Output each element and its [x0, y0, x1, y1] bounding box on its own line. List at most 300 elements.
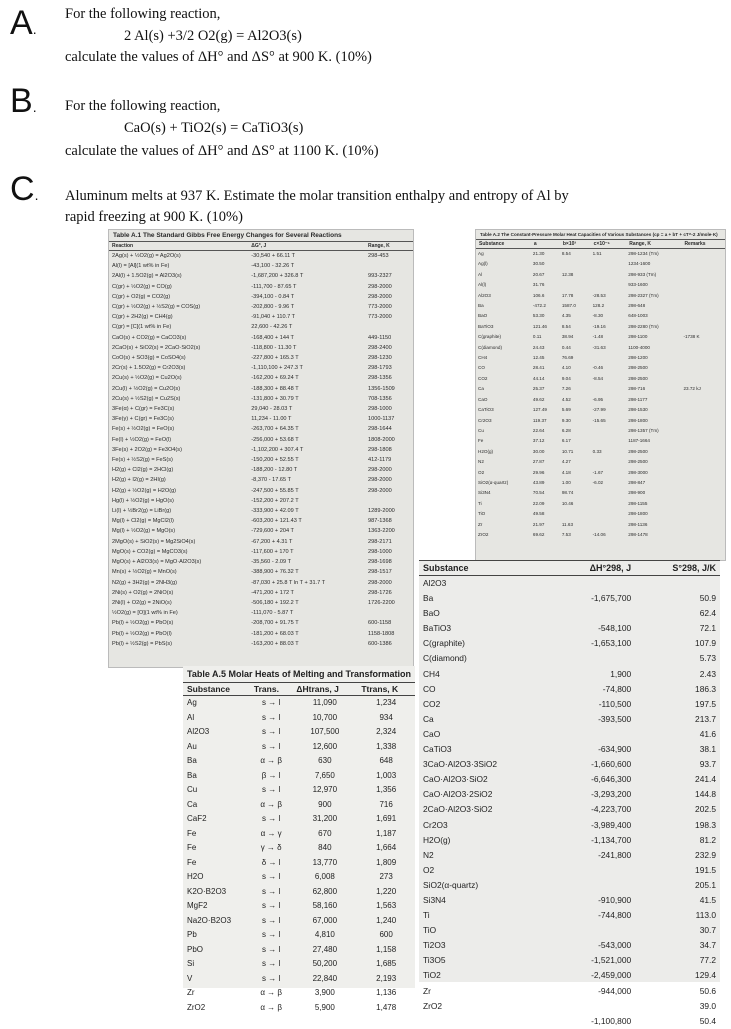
table-enthalpy-entropy-row-cell: 129.4 [695, 970, 716, 981]
table-a2-row-cell: 27.87 [532, 459, 545, 465]
table-a1-row [109, 547, 413, 557]
table-a5-row-cell: Pb [187, 930, 197, 939]
table-enthalpy-entropy-row-cell: 41.5 [699, 894, 716, 905]
table-a2-row-cell: 8.54 [561, 323, 571, 329]
table-a1-row-cell: -8,370 - 17.65 T [251, 477, 291, 484]
table-a5-row-cell: Ba [187, 770, 197, 780]
table-enthalpy-entropy-row-cell: 3CaO·Al2O3·3SiO2 [423, 759, 498, 770]
table-a5-row-cell: Ca [187, 799, 198, 809]
table-a2-row-cell [681, 499, 725, 509]
table-a5-row-cell: 27,480 [312, 944, 338, 954]
table-enthalpy-entropy-row-cell: Si3N4 [423, 894, 446, 905]
table-enthalpy-entropy-row-cell: 2CaO·Al2O3·SiO2 [423, 804, 493, 815]
table-a5-row-cell: Al [187, 712, 195, 722]
table-a2-row-cell: 298-900 [628, 490, 646, 496]
table-a2-caption: Table A.2 The Constant-Pressure Molar Heat Capacities of Various Substances (cp = a + bT + cT^-2 J/mole·K) [480, 232, 718, 237]
table-a5-row-cell: 6,008 [314, 872, 335, 881]
table-enthalpy-entropy-row-cell: H2O(g) [423, 834, 451, 845]
table-a1-row-cell: -247,500 + 55.85 T [251, 487, 299, 494]
table-a5-row-cell: 934 [379, 712, 393, 722]
table-enthalpy-entropy-header: Substance [419, 561, 554, 576]
table-a5-row-cell: 630 [318, 756, 332, 765]
table-a1-row-cell: Fe(s) + ½O2(g) = FeO(s) [112, 426, 175, 433]
table-enthalpy-entropy-row-cell: -1,134,700 [591, 834, 632, 845]
table-a5-row-cell: α → β [260, 1002, 282, 1012]
table-a5-row [183, 885, 415, 900]
table-a2-row-cell: 23.72 kJ [683, 386, 701, 392]
table-a1-row-cell: 1726-2200 [368, 599, 395, 606]
table-a1-row-cell: Mg(l) + Cl2(g) = MgCl2(l) [112, 518, 174, 525]
table-a2-row-cell: H2O(g) [478, 448, 494, 454]
table-a5-row-cell: α → γ [260, 828, 282, 838]
table-a2-row-cell: 4.35 [561, 313, 571, 319]
table-a5-row-cell: Na2O·B2O3 [187, 915, 232, 925]
table-a5-row-cell: 1,003 [376, 770, 397, 780]
table-enthalpy-entropy-row-cell: -74,800 [602, 683, 632, 694]
table-a2-row-cell [591, 280, 627, 290]
table-a1-row-cell: H2(g) + ½O2(g) = H2O(g) [112, 487, 177, 494]
table-a1-body [109, 251, 413, 649]
table-a2-row-cell [591, 426, 627, 436]
table-a1-row-cell: Mn(s) + ½O2(g) = MnO(s) [112, 569, 177, 576]
table-a2-row-cell: Ca [478, 386, 484, 392]
table-a2-row-cell: 25.37 [532, 386, 545, 392]
table-enthalpy-entropy-row-cell: -1,653,100 [591, 638, 632, 649]
table-enthalpy-entropy-row-cell: -1,675,700 [591, 593, 632, 604]
table-a5-row-cell: 1,240 [376, 915, 397, 925]
table-a5-row-cell: Al2O3 [187, 727, 210, 736]
table-a2-row-cell: 4.18 [561, 469, 571, 475]
section-b-intro: For the following reaction, [65, 98, 221, 114]
table-a2-row-cell: 298-1800 [628, 417, 648, 423]
table-a5-row-cell: α → β [260, 988, 282, 997]
table-a2-row-cell: 1587.0 [561, 303, 576, 309]
table-a2-row-cell: 12.45 [532, 355, 545, 361]
table-a2-row-cell: 5.69 [561, 407, 571, 413]
table-enthalpy-entropy-row-cell [554, 999, 635, 1014]
table-a2-row [476, 332, 725, 342]
table-enthalpy-entropy-row-cell [554, 727, 635, 742]
table-a2-row-cell: C(diamond) [478, 344, 502, 350]
table-a5-row-cell: 3,900 [314, 988, 335, 997]
table-a2-row-cell: 10.71 [561, 448, 574, 454]
table-a2-row-cell: 70.54 [532, 490, 545, 496]
table-a1-row-cell: 987-1368 [368, 518, 392, 525]
table-a2-row-cell [681, 322, 725, 332]
table-a2-row-cell: -19.16 [592, 323, 606, 329]
table-a2-row-cell: -0.46 [592, 365, 604, 371]
table-a5-row-cell: MgF2 [187, 901, 208, 910]
table-a2 [475, 229, 726, 561]
table-a1-row-cell: -162,200 + 69.24 T [251, 375, 299, 382]
table-a1-row-cell: 1289-2000 [368, 508, 395, 515]
table-a1-row-cell: 298-1356 [368, 375, 392, 382]
table-a2-row-cell: 119.37 [532, 417, 547, 423]
table-a1-row-cell: -208,700 + 91.75 T [251, 620, 299, 627]
table-a2-row [476, 457, 725, 467]
table-a2-row [476, 447, 725, 457]
table-a5-row [183, 696, 415, 711]
table-a5-row [183, 1001, 415, 1016]
table-a1-row [109, 384, 413, 394]
table-a2-row-cell: Ti [478, 500, 482, 506]
table-a2-row-cell: ZrO2 [478, 531, 489, 537]
table-a2-row [476, 530, 725, 540]
table-a1-row-cell: 1158-1808 [368, 630, 395, 637]
table-a2-row-cell: 69.62 [532, 531, 545, 537]
table-a1-row-cell: 2Cu(l) + ½O2(g) = Cu2O(s) [112, 385, 181, 392]
table-a2-body [476, 249, 725, 541]
table-a2-row-cell: C(graphite) [478, 334, 501, 340]
table-a5-row-cell: Si [187, 959, 195, 968]
table-a1-row-cell: -111,700 - 87.65 T [251, 283, 297, 290]
table-a1-row [109, 567, 413, 577]
table-a2-row-cell: -6.02 [592, 479, 604, 485]
table-a2-row-cell: 298-1155 [628, 500, 648, 506]
table-a1-row-cell: 298-1726 [368, 589, 392, 596]
table-a1-row-cell: C(gr) + ½O2(g) + ½S2(g) = COS(g) [112, 304, 201, 311]
table-a2-row-cell: 0.11 [532, 334, 542, 340]
table-a1-row-cell: -388,900 + 76.32 T [251, 569, 299, 576]
table-enthalpy-entropy-row-cell: Zr [423, 985, 431, 996]
table-a2-row-cell: 21.30 [532, 251, 545, 256]
table-a2-header: Substance [476, 240, 531, 249]
table-a1-row [109, 261, 413, 271]
table-a5-row [183, 769, 415, 784]
table-a1-row-cell: -67,200 + 4.31 T [251, 538, 293, 545]
table-a2-row-cell: 298-1100 [628, 334, 648, 340]
table-a2-row-cell: CO [478, 365, 485, 371]
table-a5-row-cell: Ba [187, 756, 197, 765]
table-enthalpy-entropy-row-cell: -1,100,800 [591, 1015, 632, 1026]
table-a5-row-cell: 648 [379, 756, 393, 765]
table-enthalpy-entropy-row-cell: CH4 [423, 668, 440, 679]
table-a1-row-cell: 993-2327 [368, 273, 392, 280]
table-enthalpy-entropy-row-cell: 34.7 [699, 940, 716, 951]
table-a2-row-cell: 22.64 [532, 427, 545, 433]
table-a5-row-cell: CaF2 [187, 814, 207, 823]
table-a2-row-cell [591, 259, 627, 269]
table-a1-row-cell: 298-2000 [368, 293, 392, 300]
table-a1-row-cell: -188,300 + 88.48 T [251, 385, 299, 392]
table-a5-row-cell: 2,324 [376, 727, 397, 736]
table-a1-row-cell: Pb(l) + ½O2(g) = PbO(s) [112, 620, 174, 627]
table-a2-row-cell [591, 520, 627, 530]
table-enthalpy-entropy-row-cell: 191.5 [695, 864, 716, 875]
table-a2-row-cell: 4.27 [561, 459, 571, 465]
table-a1-row-cell: -168,400 + 144 T [251, 334, 294, 341]
table-a5-row-cell: 7,650 [314, 770, 335, 780]
table-a2-row-cell [591, 509, 627, 519]
table-a5-row-cell: 11,090 [312, 698, 337, 707]
table-a2-row-cell: 298-1530 [628, 407, 648, 413]
table-a2-row-cell: 298-1136 [628, 521, 648, 527]
table-enthalpy-entropy-row-cell: 41.6 [699, 728, 716, 739]
table-enthalpy-entropy-row-cell: 232.9 [695, 849, 716, 860]
table-a1-row-cell: -91,040 + 110.7 T [251, 314, 296, 321]
table-a5-row-cell: 12,970 [312, 785, 338, 794]
table-enthalpy-entropy-row [419, 908, 720, 923]
table-a2-row [476, 468, 725, 478]
table-enthalpy-entropy-row-cell: Al2O3 [423, 578, 447, 588]
table-a1-row-cell: 708-1356 [368, 395, 392, 402]
table-a2-header: Range, K [626, 240, 681, 249]
table-a1-row-cell: 600-1386 [368, 640, 392, 647]
table-a5-row-cell: s → l [262, 814, 281, 823]
table-a2-row-cell: CaO [478, 396, 488, 402]
table-a2-row-cell: -1.48 [592, 334, 604, 340]
table-a2-row [476, 374, 725, 384]
table-a1-header: Reaction [109, 242, 248, 251]
table-a1-row-cell: 1363-2200 [368, 528, 395, 535]
table-a2-row-cell: 298-1478 [628, 531, 648, 537]
table-a2-row-cell: BaTiO3 [478, 323, 494, 329]
table-a5-row-cell: s → l [262, 930, 281, 939]
table-a2-row-cell: CaTiO3 [478, 407, 494, 413]
table-enthalpy-entropy-row-cell: 38.1 [699, 744, 716, 755]
table-a2-row [476, 291, 725, 301]
table-a1-row-cell: CaO(s) + CO2(g) = CaCO3(s) [112, 334, 187, 341]
table-a1-row [109, 373, 413, 383]
table-a2-row-cell [681, 530, 725, 540]
table-enthalpy-entropy-row-cell [554, 576, 635, 592]
table-enthalpy-entropy-row-cell: CaO·Al2O3·2SiO2 [423, 789, 493, 800]
table-a1-row-cell: 773-2000 [368, 314, 392, 321]
table-enthalpy-entropy-row-cell: Ti3O5 [423, 955, 446, 966]
table-a5-row-cell: 600 [379, 930, 393, 939]
table-a2-row-cell: 0.44 [561, 344, 571, 350]
table-enthalpy-entropy-row [419, 636, 720, 651]
table-a5-row-cell: 31,200 [312, 814, 338, 823]
table-a1-row-cell: 298-1793 [368, 365, 392, 372]
table-a1-row-cell: -471,200 + 172 T [251, 589, 294, 596]
table-a5-row [183, 899, 415, 914]
table-enthalpy-entropy-row-cell: 81.2 [699, 834, 716, 845]
table-enthalpy-entropy-row-cell: 93.7 [699, 759, 716, 770]
table-a1-row-cell: -202,800 - 9.96 T [251, 304, 295, 311]
table-a5-row-cell: 62,800 [312, 886, 338, 896]
table-enthalpy-entropy-row [419, 968, 720, 983]
table-a2-row [476, 405, 725, 415]
table-a1-row [109, 282, 413, 292]
table-a5-row-cell: 1,356 [376, 785, 397, 794]
table-a1-row-cell: 11,234 - 11.00 T [251, 416, 292, 423]
table-a1-row-cell: -227,800 + 165.3 T [251, 355, 299, 362]
table-a5-row-cell: α → β [260, 799, 282, 809]
table-enthalpy-entropy-row-cell: ZrO2 [423, 1000, 443, 1011]
table-a1-row-cell: -35,560 - 2.09 T [251, 559, 291, 566]
table-enthalpy-entropy-row-cell: 144.8 [695, 789, 716, 800]
table-a5-row-cell: ZrO2 [187, 1002, 206, 1012]
table-a2-row-cell: 49.62 [532, 396, 545, 402]
table-enthalpy-entropy-row-cell: 50.6 [699, 985, 716, 996]
table-a5-row-cell: 1,338 [376, 741, 397, 751]
table-a1-row [109, 578, 413, 588]
table-enthalpy-entropy-row-cell: 50.4 [699, 1015, 716, 1026]
table-enthalpy-entropy-row-cell [554, 923, 635, 938]
table-a1-row [109, 302, 413, 312]
table-enthalpy-entropy-row [419, 1014, 720, 1029]
table-a5-row-cell: Fe [187, 843, 197, 852]
table-a2-row-cell: Al2O3 [478, 292, 491, 298]
table-enthalpy-entropy-row-cell: -3,989,400 [591, 819, 632, 830]
table-a5-caption: Table A.5 Molar Heats of Melting and Transformation [187, 669, 412, 679]
table-a5-row [183, 957, 415, 972]
table-enthalpy-entropy-row-cell [554, 651, 635, 666]
table-a5-row-cell: Ag [187, 698, 197, 707]
table-a5-row-cell: H2O [187, 872, 204, 881]
table-enthalpy-entropy-row [419, 606, 720, 621]
table-enthalpy-entropy-row [419, 757, 720, 772]
table-a5-row [183, 986, 415, 1001]
table-a1-row-cell: 412-1179 [368, 457, 392, 464]
table-a1-row [109, 486, 413, 496]
table-a5-row-cell: s → l [262, 886, 281, 896]
table-a2-row-cell: 298-648 [628, 303, 646, 309]
table-a1-row-cell: 298-1517 [368, 569, 392, 576]
table-a2-row-cell: 4.10 [561, 365, 571, 371]
table-a1-row-cell [365, 496, 413, 506]
table-a2-row [476, 395, 725, 405]
table-enthalpy-entropy-row-cell: -6,646,300 [591, 774, 632, 785]
table-enthalpy-entropy-header-row [419, 561, 720, 576]
table-a5-row-cell: 1,478 [376, 1002, 397, 1012]
table-a5-row-cell: γ → δ [260, 843, 282, 852]
table-a5-row-cell: 22,840 [312, 973, 338, 983]
section-c-line1: Aluminum melts at 937 K. Estimate the molar transition enthalpy and entropy of Al by [65, 188, 569, 204]
table-a2-row-cell: 298-1357 (Tm) [628, 427, 659, 433]
table-a2-row-cell [681, 416, 725, 426]
table-a1-row-cell: 298-2000 [368, 487, 392, 494]
table-a2-row [476, 322, 725, 332]
table-a2-row-cell [591, 353, 627, 363]
table-enthalpy-entropy-row-cell: -3,293,200 [591, 789, 632, 800]
table-a2-row-cell: Al(l) [478, 282, 487, 288]
table-a2-row-cell [681, 478, 725, 488]
table-a5-row-cell: s → l [262, 944, 281, 954]
table-a5-header-row [183, 683, 415, 696]
table-enthalpy-entropy-row-cell: 30.7 [699, 925, 716, 936]
table-a5-row-cell: 67,000 [312, 915, 338, 925]
table-enthalpy-entropy-row [419, 651, 720, 666]
table-a1-row-cell: -131,800 + 30.79 T [251, 395, 299, 402]
table-a5-row [183, 798, 415, 813]
table-a2-row-cell: CH4 [478, 355, 488, 361]
table-a5-row-cell: s → l [262, 872, 281, 881]
table-enthalpy-entropy-row-cell: -4,223,700 [591, 804, 632, 815]
table-a2-row-cell: Ba [478, 303, 484, 309]
table-a5-header: Trans. [250, 683, 292, 696]
table-a2-row-cell: 11.63 [561, 521, 573, 527]
table-a2-row-cell [591, 270, 627, 280]
table-a1-row-cell: 2Al(l) + 1.5O2(g) = Al2O3(s) [112, 273, 182, 280]
table-a2-header: Remarks [681, 240, 725, 249]
table-a1-row-cell: N2(g) + 3H2(g) = 2NH3(g) [112, 579, 177, 586]
table-a5-row-cell: s → l [262, 698, 281, 707]
table-a1-row-cell [365, 608, 413, 618]
table-a5-header: ΔHtrans, J [292, 683, 357, 696]
table-a5-row [183, 841, 415, 856]
table-enthalpy-entropy-row-cell: 39.0 [699, 1000, 716, 1011]
table-a2-row-cell: 298-1800 [628, 511, 648, 517]
table-a2-header: c×10⁻⁵ [591, 240, 627, 249]
table-a1 [108, 229, 414, 668]
table-a1-header: Range, K [365, 242, 413, 251]
table-enthalpy-entropy-row-cell: 2.43 [699, 668, 716, 679]
table-a2-row-cell: 298-933 (Tm) [628, 271, 657, 277]
table-a1-row-cell: MgO(s) + CO2(g) = MgCO3(s) [112, 548, 188, 555]
table-a1-row-cell: H2(g) + I2(g) = 2HI(g) [112, 477, 166, 484]
table-a5-row-cell: 1,136 [376, 988, 397, 997]
table-a5 [183, 666, 415, 1012]
table-a1-header: ΔG°, J [248, 242, 365, 251]
table-a5-row-cell: 10,700 [312, 712, 338, 722]
table-a2-row-cell [681, 447, 725, 457]
table-a1-row-cell: 298-2171 [368, 538, 392, 545]
table-enthalpy-entropy-row [419, 742, 720, 757]
table-a2-row-cell: -1.67 [592, 469, 604, 475]
table-a5-row-cell: s → l [262, 959, 281, 968]
table-a1-row [109, 394, 413, 404]
table-a1-row [109, 618, 413, 628]
table-enthalpy-entropy-row-cell: Ti [423, 910, 430, 921]
table-a5-row-cell: 670 [318, 828, 332, 838]
table-enthalpy-entropy-row-cell: C(diamond) [423, 653, 467, 664]
table-a1-row-cell: -263,700 + 64.35 T [251, 426, 299, 433]
table-a2-row-cell [591, 488, 627, 498]
table-enthalpy-entropy-row [419, 833, 720, 848]
table-a2-row-cell: -6.95 [592, 396, 604, 402]
table-a2-row-cell: 6.28 [561, 427, 571, 433]
table-a2-row-cell: 1234-1600 [628, 261, 651, 267]
table-a2-row [476, 301, 725, 311]
table-a1-row-cell: 298-1000 [368, 548, 392, 555]
table-a1-row-cell: -43,100 - 32.26 T [251, 263, 295, 270]
table-a2-row [476, 384, 725, 394]
table-a2-row [476, 499, 725, 509]
table-a5-row-cell: 58,160 [312, 901, 338, 910]
table-enthalpy-entropy-row [419, 621, 720, 636]
table-a5-body [183, 696, 415, 1016]
table-a1-row-cell: 298-2000 [368, 579, 392, 586]
table-a1-row-cell: MgO(s) + Al2O3(s) = MgO·Al2O3(s) [112, 559, 202, 566]
table-enthalpy-entropy-row-cell: 107.9 [695, 638, 716, 649]
table-a1-row-cell: -163,200 + 88.03 T [251, 640, 299, 647]
table-enthalpy-entropy-row-cell: -543,000 [598, 940, 632, 951]
table-a5-row [183, 783, 415, 798]
table-a5-row-cell: Au [187, 741, 197, 751]
table-a2-row-cell: 127.49 [532, 407, 547, 413]
table-a1-row-cell: Pb(l) + ½S2(g) = PbS(s) [112, 640, 172, 647]
table-a2-row-cell: 298-2327 (Tm) [628, 292, 659, 298]
table-a2-row-cell: 24.43 [532, 344, 545, 350]
table-a2-row [476, 280, 725, 290]
table-a1-row-cell: C(gr) + O2(g) = CO2(g) [112, 293, 171, 300]
table-a2-row-cell: -15.65 [592, 417, 606, 423]
table-a1-row [109, 506, 413, 516]
table-enthalpy-entropy-row [419, 667, 720, 682]
table-a5-header: Substance [183, 683, 250, 696]
table-a1-row-cell: -1,102,200 + 307.4 T [251, 446, 304, 453]
table-a2-row-cell [681, 353, 725, 363]
table-a2-row-cell: 648-1003 [628, 313, 648, 319]
table-a5-grid [183, 682, 415, 1015]
table-enthalpy-entropy-row-cell: 62.4 [699, 608, 716, 619]
table-a5-row-cell: 1,563 [376, 901, 397, 910]
table-a2-header: b×10³ [560, 240, 591, 249]
table-a1-row [109, 445, 413, 455]
table-a5-row-cell: s → l [262, 915, 281, 925]
